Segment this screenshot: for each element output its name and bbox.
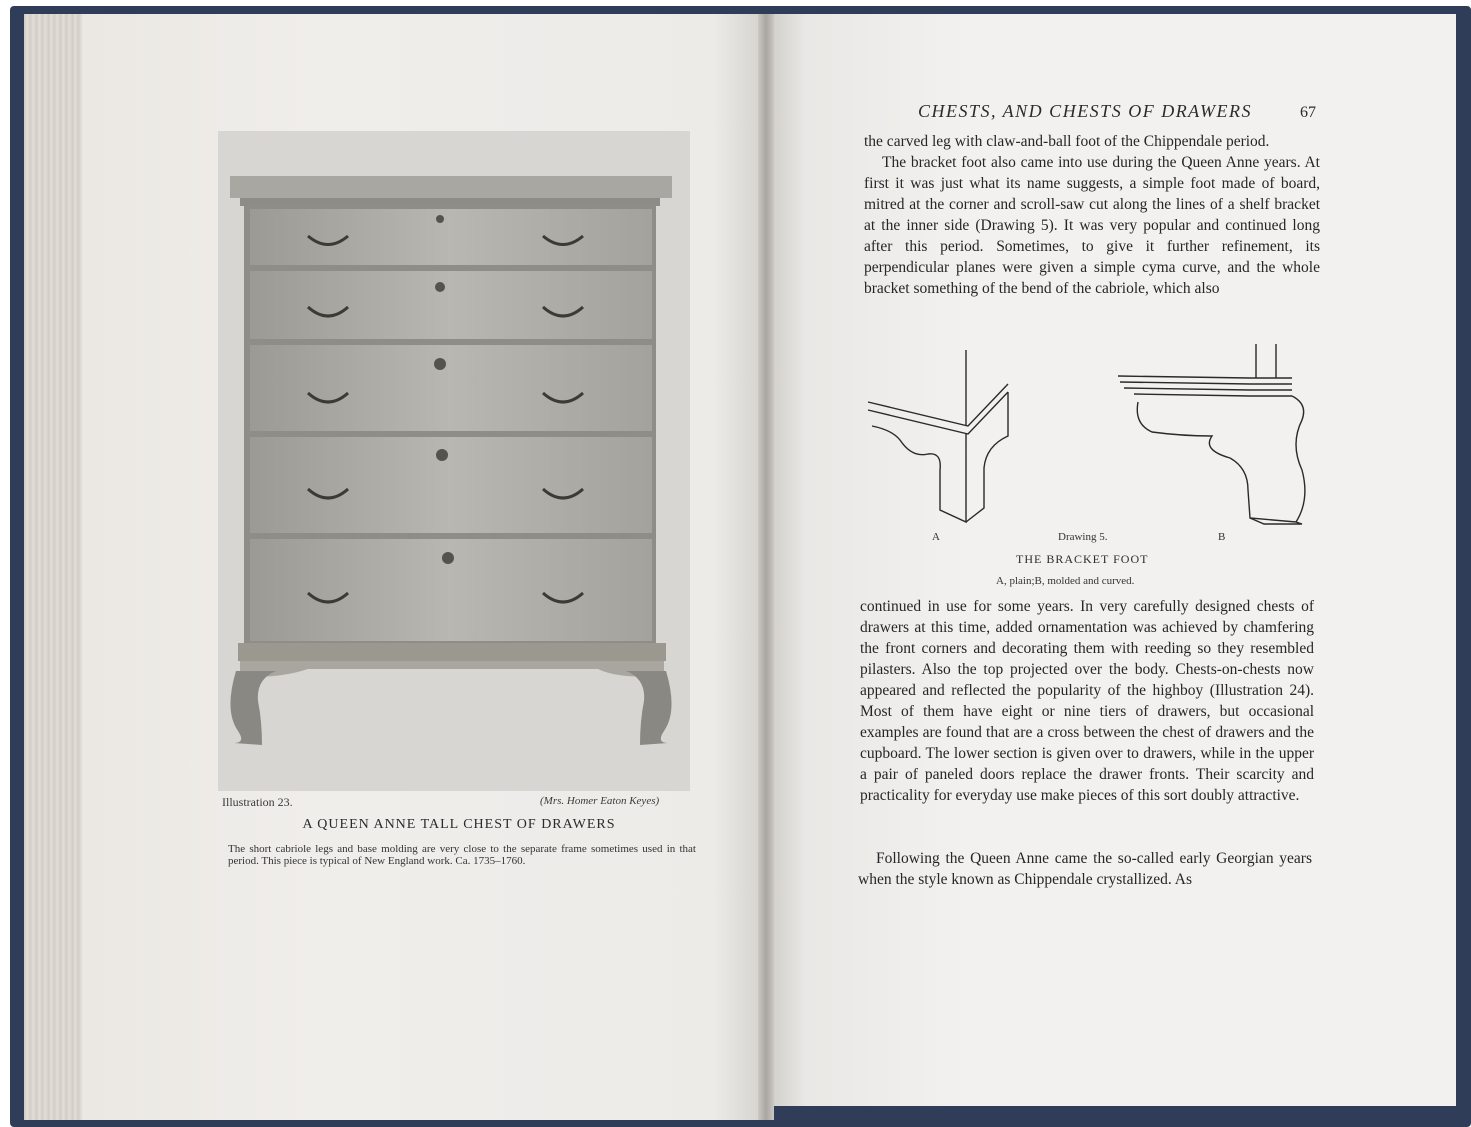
illustration-number: Illustration 23. <box>222 795 293 809</box>
book-gutter <box>758 14 774 1120</box>
drawing-label-a: A <box>932 531 940 543</box>
page-edges <box>24 14 82 1120</box>
chest-photograph <box>218 131 690 791</box>
photo-credit: (Mrs. Homer Eaton Keyes) <box>540 795 660 807</box>
drawing-number: Drawing 5. <box>1058 531 1108 543</box>
page-number: 67 <box>1300 104 1316 121</box>
running-head: CHESTS, AND CHESTS OF DRAWERS <box>918 101 1252 121</box>
paragraph: continued in use for some years. In very carefully designed chests of drawers at this time, added ornamentation was achieved by chamfering the front corners and decorating them with reeding so they resembled pilasters. Also the top projected over the body. Chests-on-chests now appeared and reflected the popularity of the highboy (Illustration 24). Most of them have eight or nine tiers of drawers, but occasional examples are found that are a cross between the chest of drawers and the cupboard. The lower section is given over to drawers, while in the upper a pair of paneled doors replace the drawer fronts. Their scarcity and practicality for everyday use make pieces of this sort doubly attractive. <box>860 598 1314 804</box>
illustration-title: A QUEEN ANNE TALL CHEST OF DRAWERS <box>302 817 616 832</box>
drawing-title: THE BRACKET FOOT <box>1016 552 1149 566</box>
drawing-subtitle: A, plain;B, molded and curved. <box>996 575 1135 587</box>
paragraph: the carved leg with claw-and-ball foot of the Chippendale period. <box>864 133 1270 150</box>
bracket-foot-drawing <box>862 340 1322 545</box>
paragraph: The bracket foot also came into use during the Queen Anne years. At first it was just what its name suggests, a simple foot made of board, mitred at the corner and scroll-saw cut along the lines of a shelf bracket at the inner side (Drawing 5). It was very popular and continued long after this period. Sometimes, to give it further refinement, its perpendicular planes were given a simple cyma curve, and the whole bracket something of the bend of the cabriole, which also <box>864 154 1320 297</box>
drawing-label-b: B <box>1218 531 1226 543</box>
illustration-caption: The short cabriole legs and base molding are very close to the separate frame sometimes used in that period. This piece is typical of New England work. Ca. 1735–1760. <box>228 843 696 867</box>
paragraph: Following the Queen Anne came the so-called early Georgian years when the style known as Chippendale crystallized. As <box>858 850 1312 888</box>
